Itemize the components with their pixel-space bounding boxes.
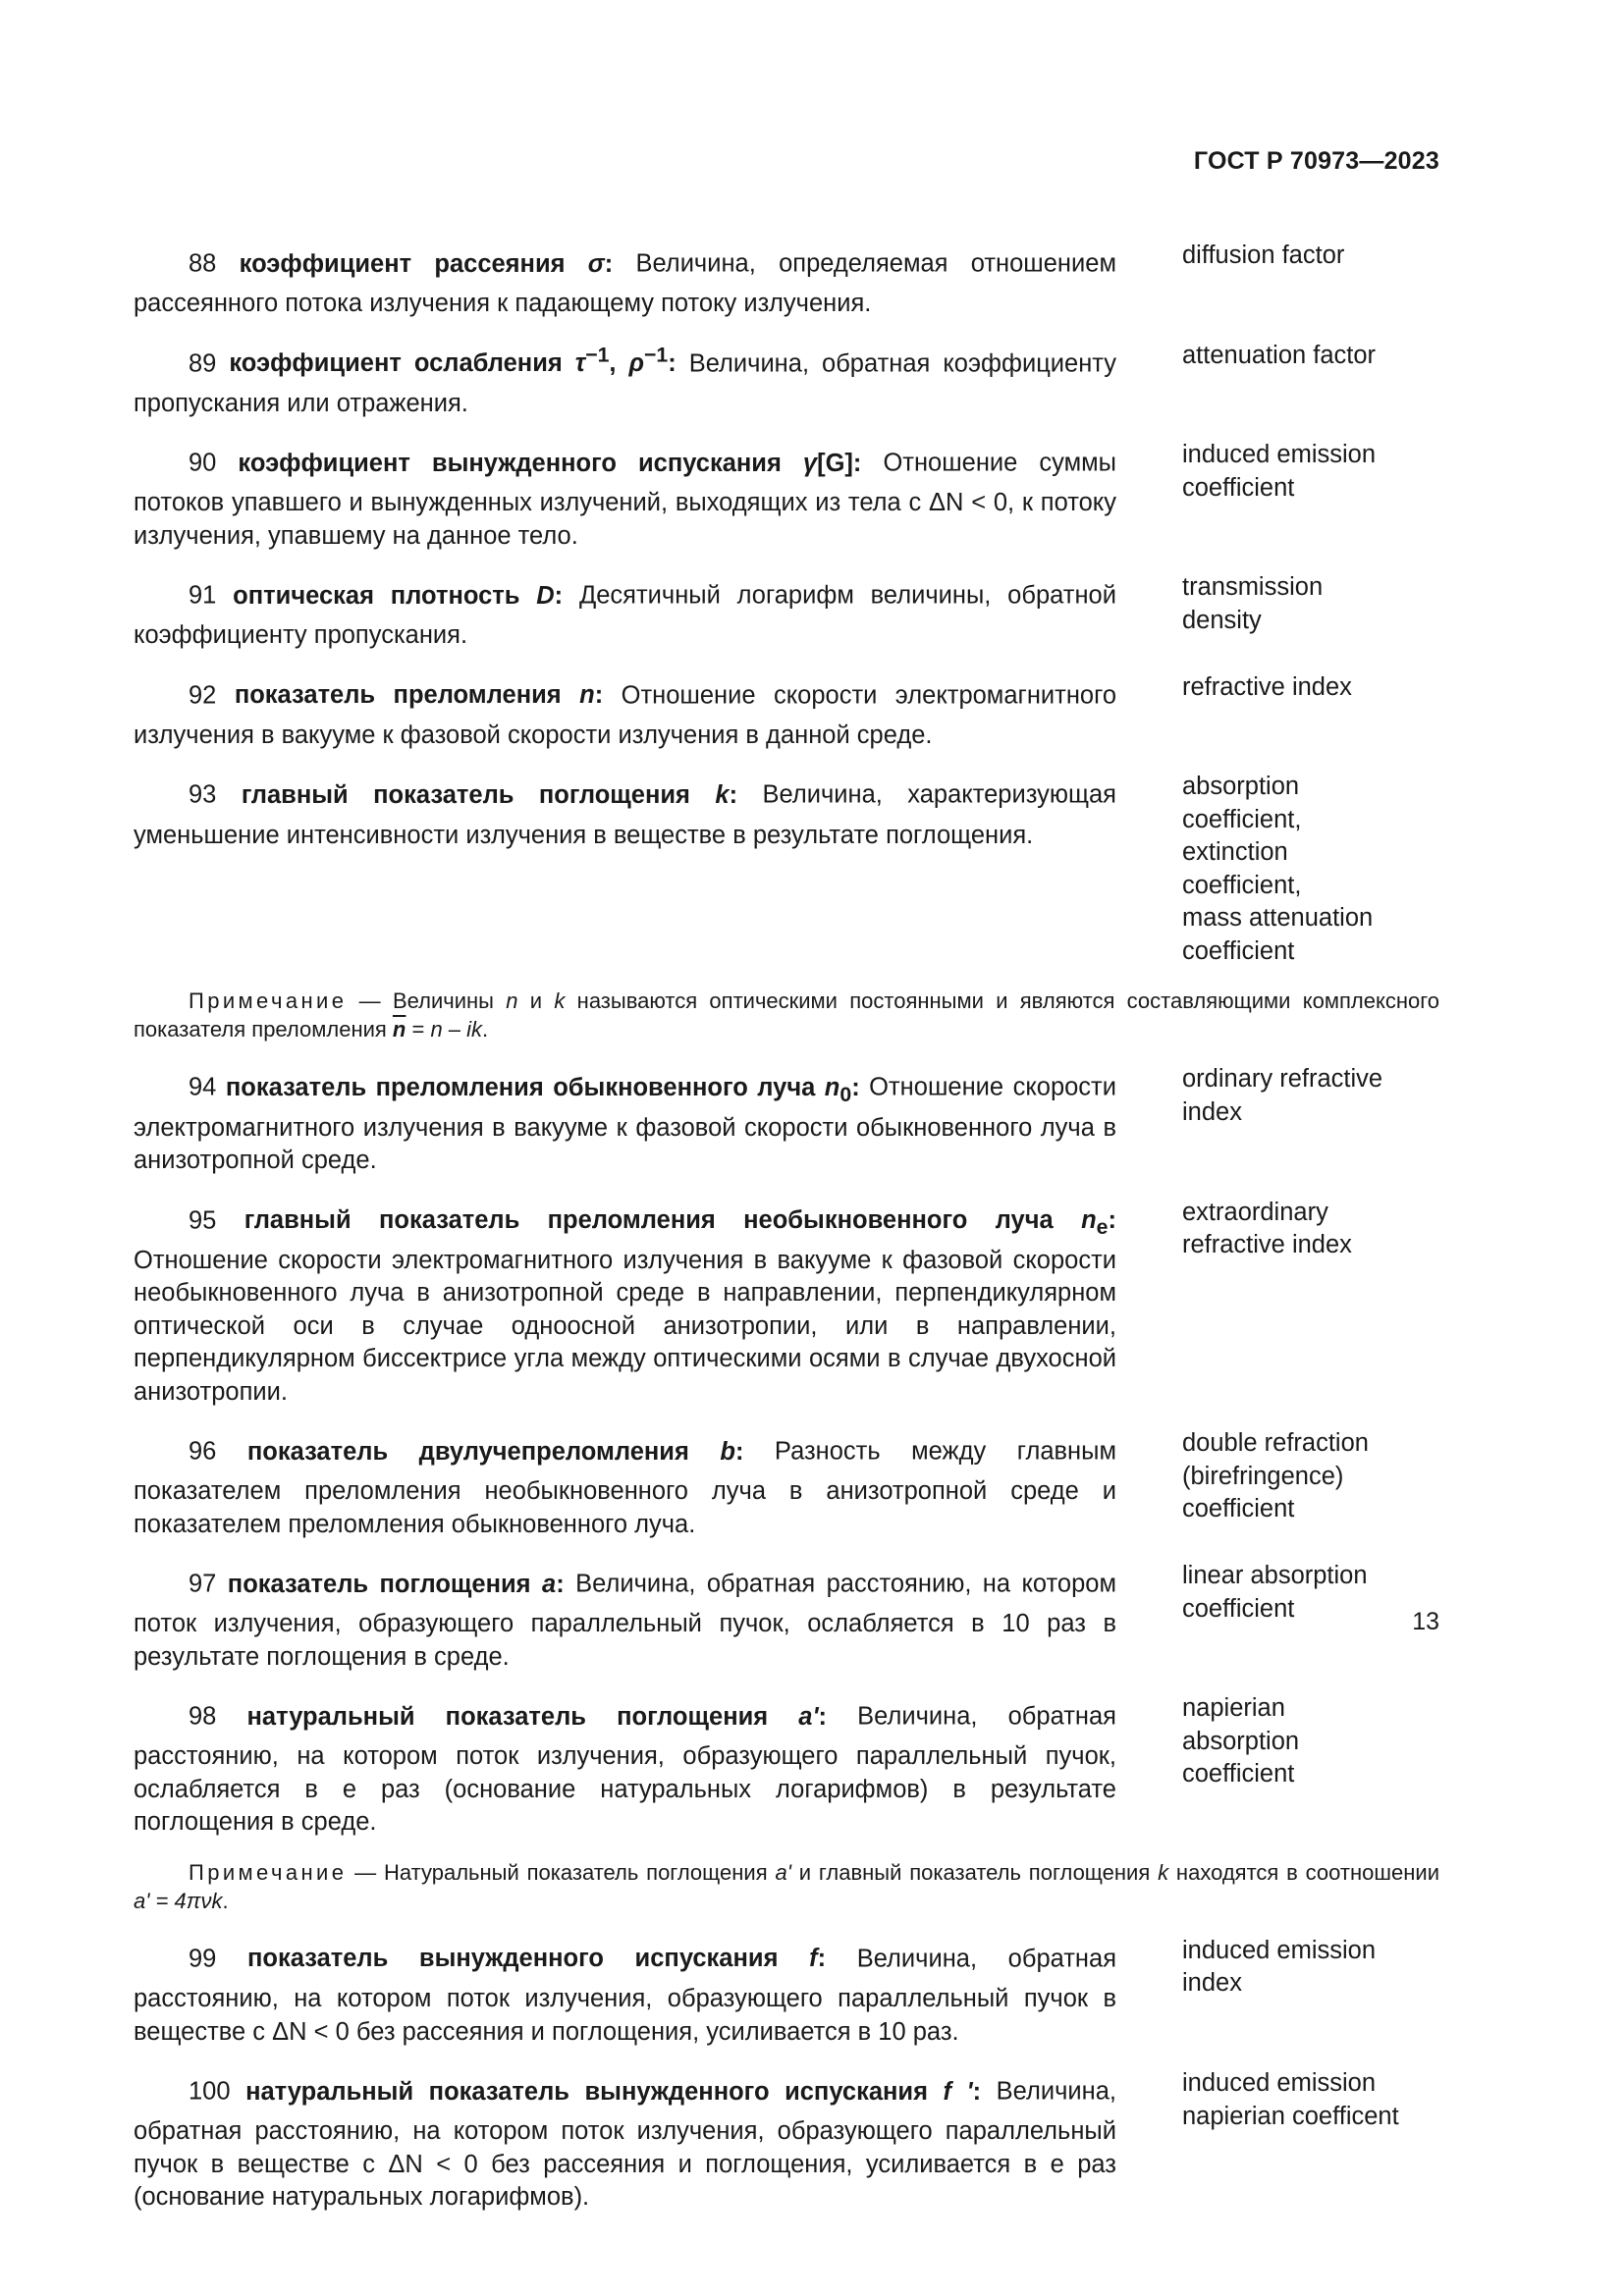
term-definition-ru: [134, 439, 1116, 553]
term-definition-ru: [134, 671, 1116, 753]
english-term-line: mass attenuation: [1182, 904, 1374, 933]
definition-text: Величина, обратная расстоянию, на котором поток излучения, образующего параллельный пучок в веществе с ΔN < 0 без рассеяния и поглощения, усиливается в 10 раз.: [134, 1945, 1117, 2046]
term-symbol: γ: [802, 449, 818, 477]
term-entry: [134, 240, 1439, 321]
term-entry: [134, 771, 1439, 968]
english-term-line: density: [1182, 606, 1262, 634]
term-number: 98: [189, 1702, 217, 1731]
term-name: показатель вынужденного испускания f:: [247, 1945, 827, 1973]
note-1: Примечание — Величины n и k называются оптическими постоянными и являются составляющими комплексного показателя преломления $\overline{n} = n$ – ik.: [134, 988, 1439, 1042]
english-term-line: index: [1182, 1969, 1242, 1998]
term-number: 90: [189, 449, 217, 477]
english-term-line: extinction: [1182, 838, 1288, 867]
note-label: Примечание: [189, 1859, 348, 1885]
term-symbol: a: [542, 1570, 557, 1598]
term-symbol: f: [809, 1945, 818, 1973]
term-number: 92: [189, 681, 217, 710]
term-definition-ru: [134, 2067, 1116, 2215]
term-name: коэффициент вынужденного испускания γ[G]:: [238, 449, 862, 477]
definition-text: Величина, характеризующая уменьшение интенсивности излучения в веществе в результате поглощения.: [134, 780, 1116, 849]
english-term-line: linear absorption: [1182, 1562, 1368, 1590]
term-entry: [134, 1560, 1439, 1674]
term-name: главный показатель поглощения k:: [241, 780, 738, 809]
term-english: [1182, 240, 1439, 273]
english-term-line: induced emission: [1182, 1936, 1377, 1964]
english-term-line: napierian: [1182, 1694, 1285, 1723]
term-name: коэффициент рассеяния σ:: [239, 249, 614, 278]
term-definition-ru: [134, 1935, 1116, 2049]
term-definition-ru: [134, 1427, 1116, 1541]
term-symbol: D: [536, 581, 555, 610]
term-name: показатель преломления n:: [234, 681, 604, 710]
english-term-line: induced emission: [1182, 2069, 1377, 2098]
term-number: 94: [189, 1073, 217, 1101]
term-list-1: [134, 240, 1439, 968]
term-number: 91: [189, 581, 217, 610]
term-entry: [134, 1692, 1439, 1840]
definition-text: Величина, обратная расстоянию, на котором поток излучения, образующего параллельный пучок в веществе с ΔN < 0 без рассеяния и поглощения, усиливается в e раз (основание натуральных логарифмов).: [134, 2077, 1117, 2212]
term-english: [1182, 2067, 1439, 2133]
term-number: 100: [189, 2077, 231, 2106]
term-definition-ru: [134, 1692, 1116, 1840]
english-term-line: coefficient,: [1182, 871, 1302, 899]
term-entry: [134, 571, 1439, 653]
english-term-line: coefficient: [1182, 1594, 1295, 1623]
term-entry: [134, 1197, 1439, 1410]
definition-text: Отношение скорости электромагнитного излучения в вакууме к фазовой скорости излучения в данной среде.: [134, 681, 1117, 749]
term-entry: [134, 671, 1439, 753]
term-english: [1182, 1692, 1439, 1791]
english-term-line: (birefringence): [1182, 1462, 1344, 1490]
term-symbol: σ: [587, 249, 605, 278]
term-definition-ru: [134, 1063, 1116, 1177]
term-english: [1182, 1427, 1439, 1526]
english-term-line: absorption: [1182, 1727, 1300, 1755]
term-english: [1182, 1063, 1439, 1129]
english-term-line: napierian coefficent: [1182, 2102, 1399, 2130]
english-term-line: coefficient: [1182, 1495, 1295, 1523]
term-definition-ru: [134, 1560, 1116, 1674]
term-entry: [134, 1427, 1439, 1541]
english-term-line: ordinary refractive: [1182, 1065, 1383, 1094]
term-name: показатель поглощения a:: [227, 1570, 565, 1598]
term-english: [1182, 439, 1439, 505]
term-english: [1182, 1935, 1439, 2001]
definition-text: Величина, обратная расстоянию, на котором поток излучения, образующего параллельный пучок, ослабляется в e раз (основание натуральных логарифмов) в результате поглощения в среде.: [134, 1702, 1116, 1837]
english-term-line: coefficient: [1182, 473, 1295, 502]
term-definition-ru: [134, 1197, 1116, 1410]
english-term-line: induced emission: [1182, 441, 1377, 469]
term-symbol: f ': [943, 2077, 973, 2106]
note-label: Примечание: [189, 988, 348, 1014]
definition-text: Величина, обратная коэффициенту пропускания или отражения.: [134, 349, 1117, 417]
term-definition-ru: [134, 340, 1116, 421]
definition-text: Разность между главным показателем преломления необыкновенного луча в анизотропной среде и показателем преломления обыкновенного луча.: [134, 1437, 1116, 1538]
definition-text: Отношение скорости электромагнитного излучения в вакууме к фазовой скорости обыкновенного луча в анизотропной среде.: [134, 1073, 1116, 1175]
term-number: 99: [189, 1945, 217, 1973]
term-symbol: n: [824, 1073, 840, 1101]
term-entry: [134, 2067, 1439, 2215]
term-name: показатель двулучепреломления b:: [246, 1437, 744, 1466]
term-definition-ru: [134, 571, 1116, 653]
term-entry: [134, 439, 1439, 553]
term-english: [1182, 1560, 1439, 1626]
term-list-3: [134, 1935, 1439, 2215]
term-definition-ru: [134, 240, 1116, 321]
note-2: Примечание — Натуральный показатель поглощения a' и главный показатель поглощения k находятся в соотношении a' = 4πνk.: [134, 1859, 1439, 1913]
term-english: [1182, 340, 1439, 373]
term-name: оптическая плотность D:: [233, 581, 564, 610]
definition-text: Величина, определяемая отношением рассеянного потока излучения к падающему потоку излучения.: [134, 249, 1116, 318]
term-english: [1182, 771, 1439, 968]
definition-text: Величина, обратная расстоянию, на котором поток излучения, образующего параллельный пучок, ослабляется в 10 раз в результате поглощения в среде.: [134, 1570, 1117, 1671]
english-term-line: double refraction: [1182, 1429, 1369, 1458]
term-list-2: [134, 1063, 1439, 1839]
document-id: ГОСТ Р 70973—2023: [1193, 147, 1439, 175]
terms-content: [134, 240, 1439, 2233]
term-symbol: b: [720, 1437, 735, 1466]
english-term-line: transmission: [1182, 573, 1324, 602]
english-term-line: absorption: [1182, 773, 1300, 801]
term-symbol: n: [1081, 1206, 1097, 1235]
term-name: коэффициент ослабления $\tau^{-1}$, $\rho^{-1}$:: [229, 343, 677, 378]
page-number: 13: [1412, 1608, 1439, 1635]
term-number: 96: [189, 1437, 217, 1466]
term-definition-ru: [134, 771, 1116, 852]
term-english: [1182, 1197, 1439, 1262]
english-term-line: attenuation factor: [1182, 341, 1377, 369]
english-term-line: diffusion factor: [1182, 241, 1345, 269]
term-symbol-2: ,: [609, 349, 629, 378]
english-term-line: coefficient: [1182, 936, 1295, 965]
term-entry: [134, 1935, 1439, 2049]
english-term-line: extraordinary: [1182, 1198, 1328, 1226]
term-entry: [134, 340, 1439, 421]
term-symbol: n: [579, 681, 595, 710]
english-term-line: coefficient,: [1182, 805, 1302, 833]
term-symbol: a': [798, 1702, 819, 1731]
english-term-line: coefficient: [1182, 1760, 1295, 1789]
term-number: 95: [189, 1206, 217, 1235]
term-number: 89: [189, 349, 217, 378]
definition-text: Отношение скорости электромагнитного излучения в вакууме к фазовой скорости необыкновенного луча в анизотропной среде в направлении, перпендикулярном оптической оси в случае одноосной анизотропии, или в направлении, перпендикулярном биссектрисе угла между оптическими осями в случае двухосной анизотропии.: [134, 1246, 1116, 1406]
term-symbol: τ: [574, 349, 586, 378]
term-english: [1182, 671, 1439, 705]
term-english: [1182, 571, 1439, 637]
english-term-line: refractive index: [1182, 1231, 1352, 1259]
term-name: показатель преломления обыкновенного луча $n_0$:: [225, 1073, 860, 1107]
term-symbol: k: [715, 780, 730, 809]
definition-text: Отношение суммы потоков упавшего и вынужденных излучений, выходящих из тела с ΔN < 0, к потоку излучения, упавшему на данное тело.: [134, 449, 1116, 550]
english-term-line: refractive index: [1182, 672, 1352, 701]
term-name: натуральный показатель поглощения a':: [246, 1702, 828, 1731]
english-term-line: index: [1182, 1097, 1242, 1126]
definition-text: Десятичный логарифм величины, обратной коэффициенту пропускания.: [134, 581, 1116, 650]
term-number: 88: [189, 249, 217, 278]
term-number: 93: [189, 780, 217, 809]
term-number: 97: [189, 1570, 217, 1598]
term-name: главный показатель преломления необыкновенного луча $n_e$:: [244, 1206, 1116, 1240]
term-name: натуральный показатель вынужденного испускания f ':: [245, 2077, 982, 2106]
term-entry: [134, 1063, 1439, 1177]
